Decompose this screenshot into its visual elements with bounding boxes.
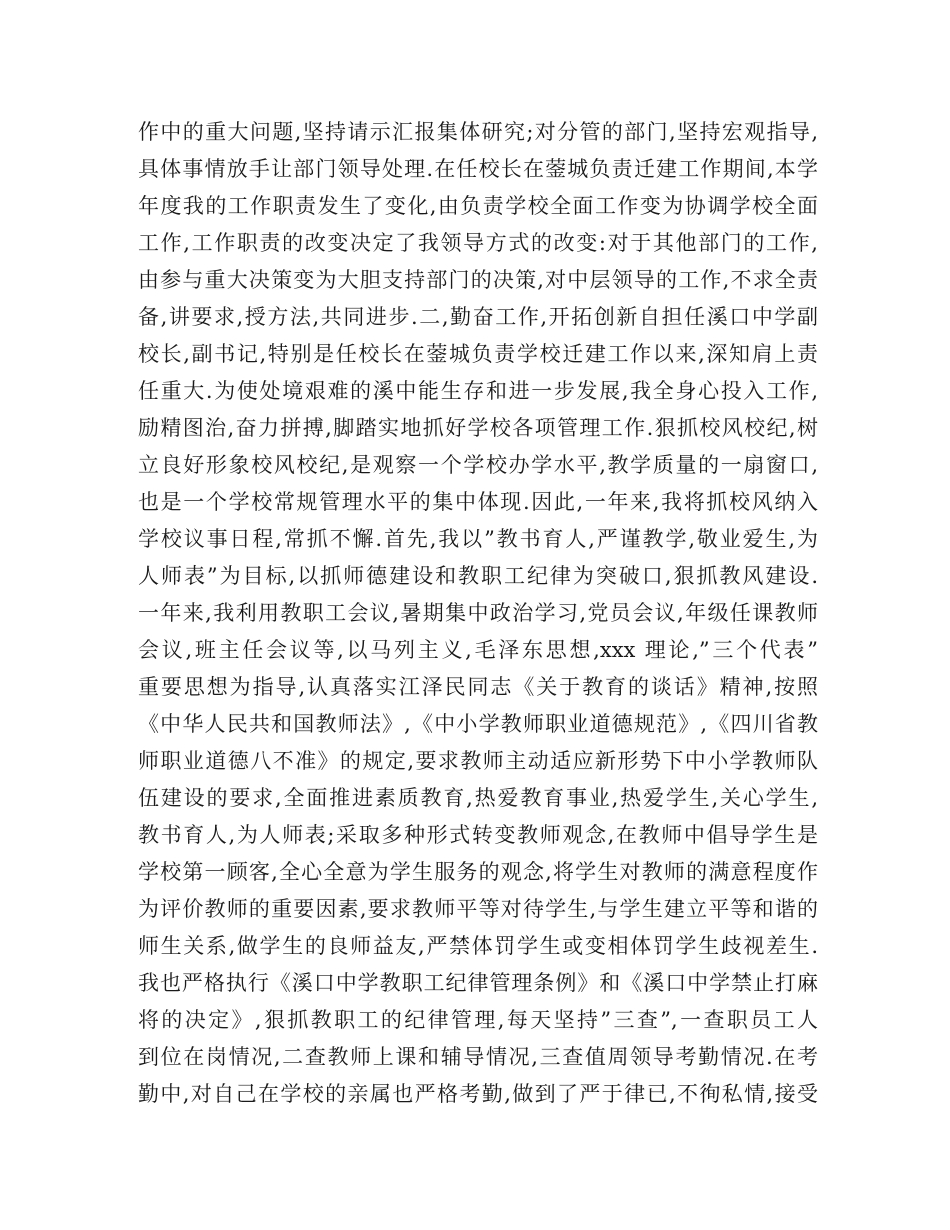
text-line-21: 学校第一顾客,全心全意为学生服务的观念,将学生对教师的满意程度作	[138, 860, 818, 884]
text-line-6: 备,讲要求,授方法,共同进步.二,勤奋工作,开拓创新自担任溪口中学副	[138, 305, 818, 329]
text-line-27: 勤中,对自己在学校的亲属也严格考勤,做到了严于律已,不徇私情,接受	[138, 1082, 818, 1106]
text-line-16: 重要思想为指导,认真落实江泽民同志《关于教育的谈话》精神,按照	[138, 675, 818, 699]
text-line-15: 会议,班主任会议等,以马列主义,毛泽东思想,xxx 理论,”三个代表”	[138, 638, 818, 662]
text-line-5: 由参与重大决策变为大胆支持部门的决策,对中层领导的工作,不求全责	[138, 268, 818, 292]
text-line-9: 励精图治,奋力拼搏,脚踏实地抓好学校各项管理工作.狠抓校风校纪,树	[138, 416, 818, 440]
text-line-22: 为评价教师的重要因素,要求教师平等对待学生,与学生建立平等和谐的	[138, 897, 818, 921]
text-line-11: 也是一个学校常规管理水平的集中体现.因此,一年来,我将抓校风纳入	[138, 490, 818, 514]
text-line-4: 工作,工作职责的改变决定了我领导方式的改变:对于其他部门的工作,	[138, 231, 818, 255]
body-text	[138, 114, 818, 1113]
text-line-17: 《中华人民共和国教师法》,《中小学教师职业道德规范》,《四川省教	[138, 712, 818, 736]
text-line-1: 作中的重大问题,坚持请示汇报集体研究;对分管的部门,坚持宏观指导,	[138, 120, 818, 144]
text-line-24: 我也严格执行《溪口中学教职工纪律管理条例》和《溪口中学禁止打麻	[138, 971, 818, 995]
text-line-26: 到位在岗情况,二查教师上课和辅导情况,三查值周领导考勤情况.在考	[138, 1045, 818, 1069]
text-line-19: 伍建设的要求,全面推进素质教育,热爱教育事业,热爱学生,关心学生,	[138, 786, 818, 810]
text-line-13: 人师表”为目标,以抓师德建设和教职工纪律为突破口,狠抓教风建设.	[138, 564, 818, 588]
text-line-18: 师职业道德八不准》的规定,要求教师主动适应新形势下中小学教师队	[138, 749, 818, 773]
text-line-20: 教书育人,为人师表;采取多种形式转变教师观念,在教师中倡导学生是	[138, 823, 818, 847]
text-line-2: 具体事情放手让部门领导处理.在任校长在蓥城负责迁建工作期间,本学	[138, 157, 818, 181]
text-line-8: 任重大.为使处境艰难的溪中能生存和进一步发展,我全身心投入工作,	[138, 379, 818, 403]
text-line-25: 将的决定》,狠抓教职工的纪律管理,每天坚持”三查”,一查职员工人	[138, 1008, 818, 1032]
text-line-3: 年度我的工作职责发生了变化,由负责学校全面工作变为协调学校全面	[138, 194, 818, 218]
text-line-12: 学校议事日程,常抓不懈.首先,我以”教书育人,严谨教学,敬业爱生,为	[138, 527, 818, 551]
text-line-23: 师生关系,做学生的良师益友,严禁体罚学生或变相体罚学生歧视差生.	[138, 934, 818, 958]
text-line-7: 校长,副书记,特别是任校长在蓥城负责学校迁建工作以来,深知肩上责	[138, 342, 818, 366]
text-line-10: 立良好形象校风校纪,是观察一个学校办学水平,教学质量的一扇窗口,	[138, 453, 818, 477]
text-line-14: 一年来,我利用教职工会议,暑期集中政治学习,党员会议,年级任课教师	[138, 601, 818, 625]
